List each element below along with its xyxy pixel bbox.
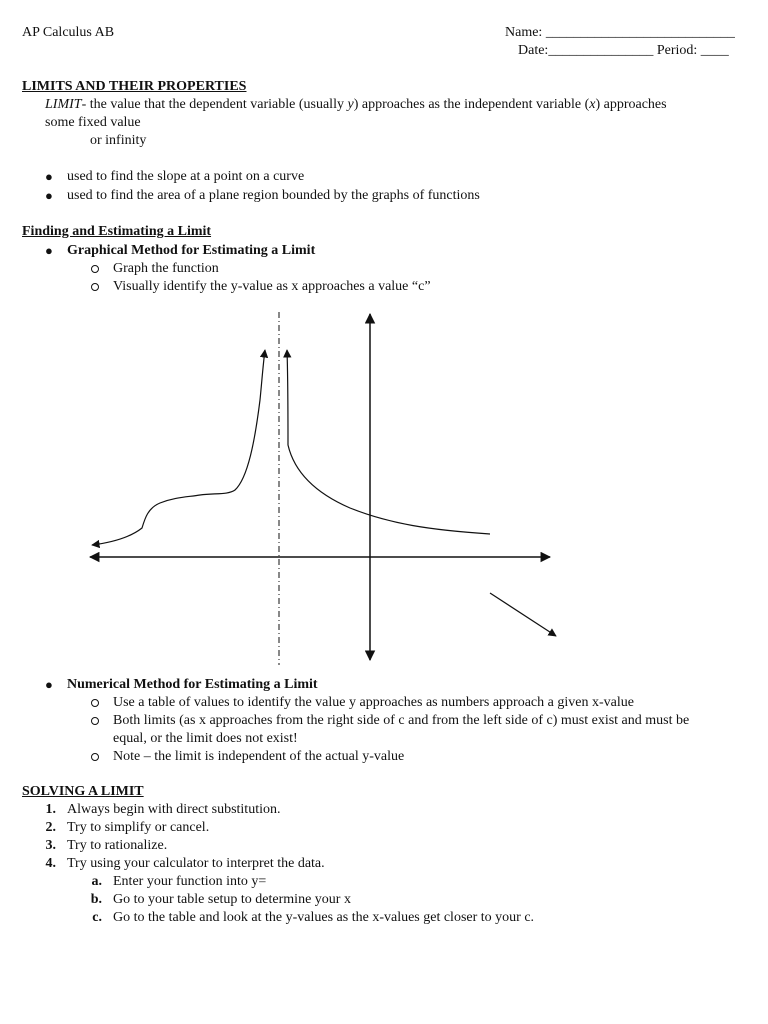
substep-c: Go to the table and look at the y-values as the x-values get closer to your c. [113,910,535,925]
variable-y: y [347,97,354,112]
variable-x: x [589,97,596,112]
substep-letter: a. [91,874,102,889]
step-number: 4. [45,856,56,871]
substep-a: Enter your function into y= [113,874,267,889]
numerical-step-2-line2: equal, or the limit does not exist! [113,731,298,746]
limit-definition-line3: or infinity [90,133,147,148]
step-number: 3. [45,838,56,853]
solving-step-1: Always begin with direct substitution. [67,802,281,817]
curve-right-branch [287,350,490,534]
bullet-icon: ● [45,169,53,184]
section-heading-limits: LIMITS AND THEIR PROPERTIES [22,79,247,94]
circle-bullet-icon [91,699,99,707]
curve-left-branch [92,350,265,545]
section-heading-solving: SOLVING A LIMIT [22,784,144,799]
graphical-method-title: Graphical Method for Estimating a Limit [67,243,316,258]
solving-step-3: Try to rationalize. [67,838,168,853]
limit-term: LIMIT [45,97,82,112]
definition-text-2: ) approaches as the independent variable ( [353,97,590,112]
definition-text-1: - the value that the dependent variable (usually [81,97,348,112]
step-number: 2. [45,820,56,835]
bullet-icon: ● [45,677,53,692]
bullet-icon: ● [45,243,53,258]
numerical-step-3: Note – the limit is independent of the actual y-value [113,749,405,764]
numerical-step-2-line1: Both limits (as x approaches from the right side of c and from the left side of c) must exist and must be [113,713,690,728]
curve-lower-right-ray [490,593,556,636]
definition-text-3: ) approaches [595,97,667,112]
date-period-field[interactable]: Date:_______________ Period: ____ [518,43,729,58]
circle-bullet-icon [91,753,99,761]
circle-bullet-icon [91,717,99,725]
numerical-step-1: Use a table of values to identify the value y approaches as numbers approach a given x-value [113,695,634,710]
step-number: 1. [45,802,56,817]
section-heading-finding: Finding and Estimating a Limit [22,224,212,239]
use-item-area: used to find the area of a plane region bounded by the graphs of functions [67,188,480,203]
substep-b: Go to your table setup to determine your x [113,892,351,907]
solving-step-4: Try using your calculator to interpret the data. [67,856,325,871]
course-title: AP Calculus AB [22,25,115,40]
limit-definition-line2: some fixed value [45,115,141,130]
bullet-icon: ● [45,188,53,203]
substep-letter: c. [92,910,102,925]
numerical-method-title: Numerical Method for Estimating a Limit [67,677,318,692]
substep-letter: b. [90,892,102,907]
graphical-step-1: Graph the function [113,261,219,276]
name-field[interactable]: Name: ___________________________ [505,25,735,40]
use-item-slope: used to find the slope at a point on a curve [67,169,305,184]
solving-step-2: Try to simplify or cancel. [67,820,210,835]
graphical-step-2: Visually identify the y-value as x approaches a value “c” [113,279,431,294]
